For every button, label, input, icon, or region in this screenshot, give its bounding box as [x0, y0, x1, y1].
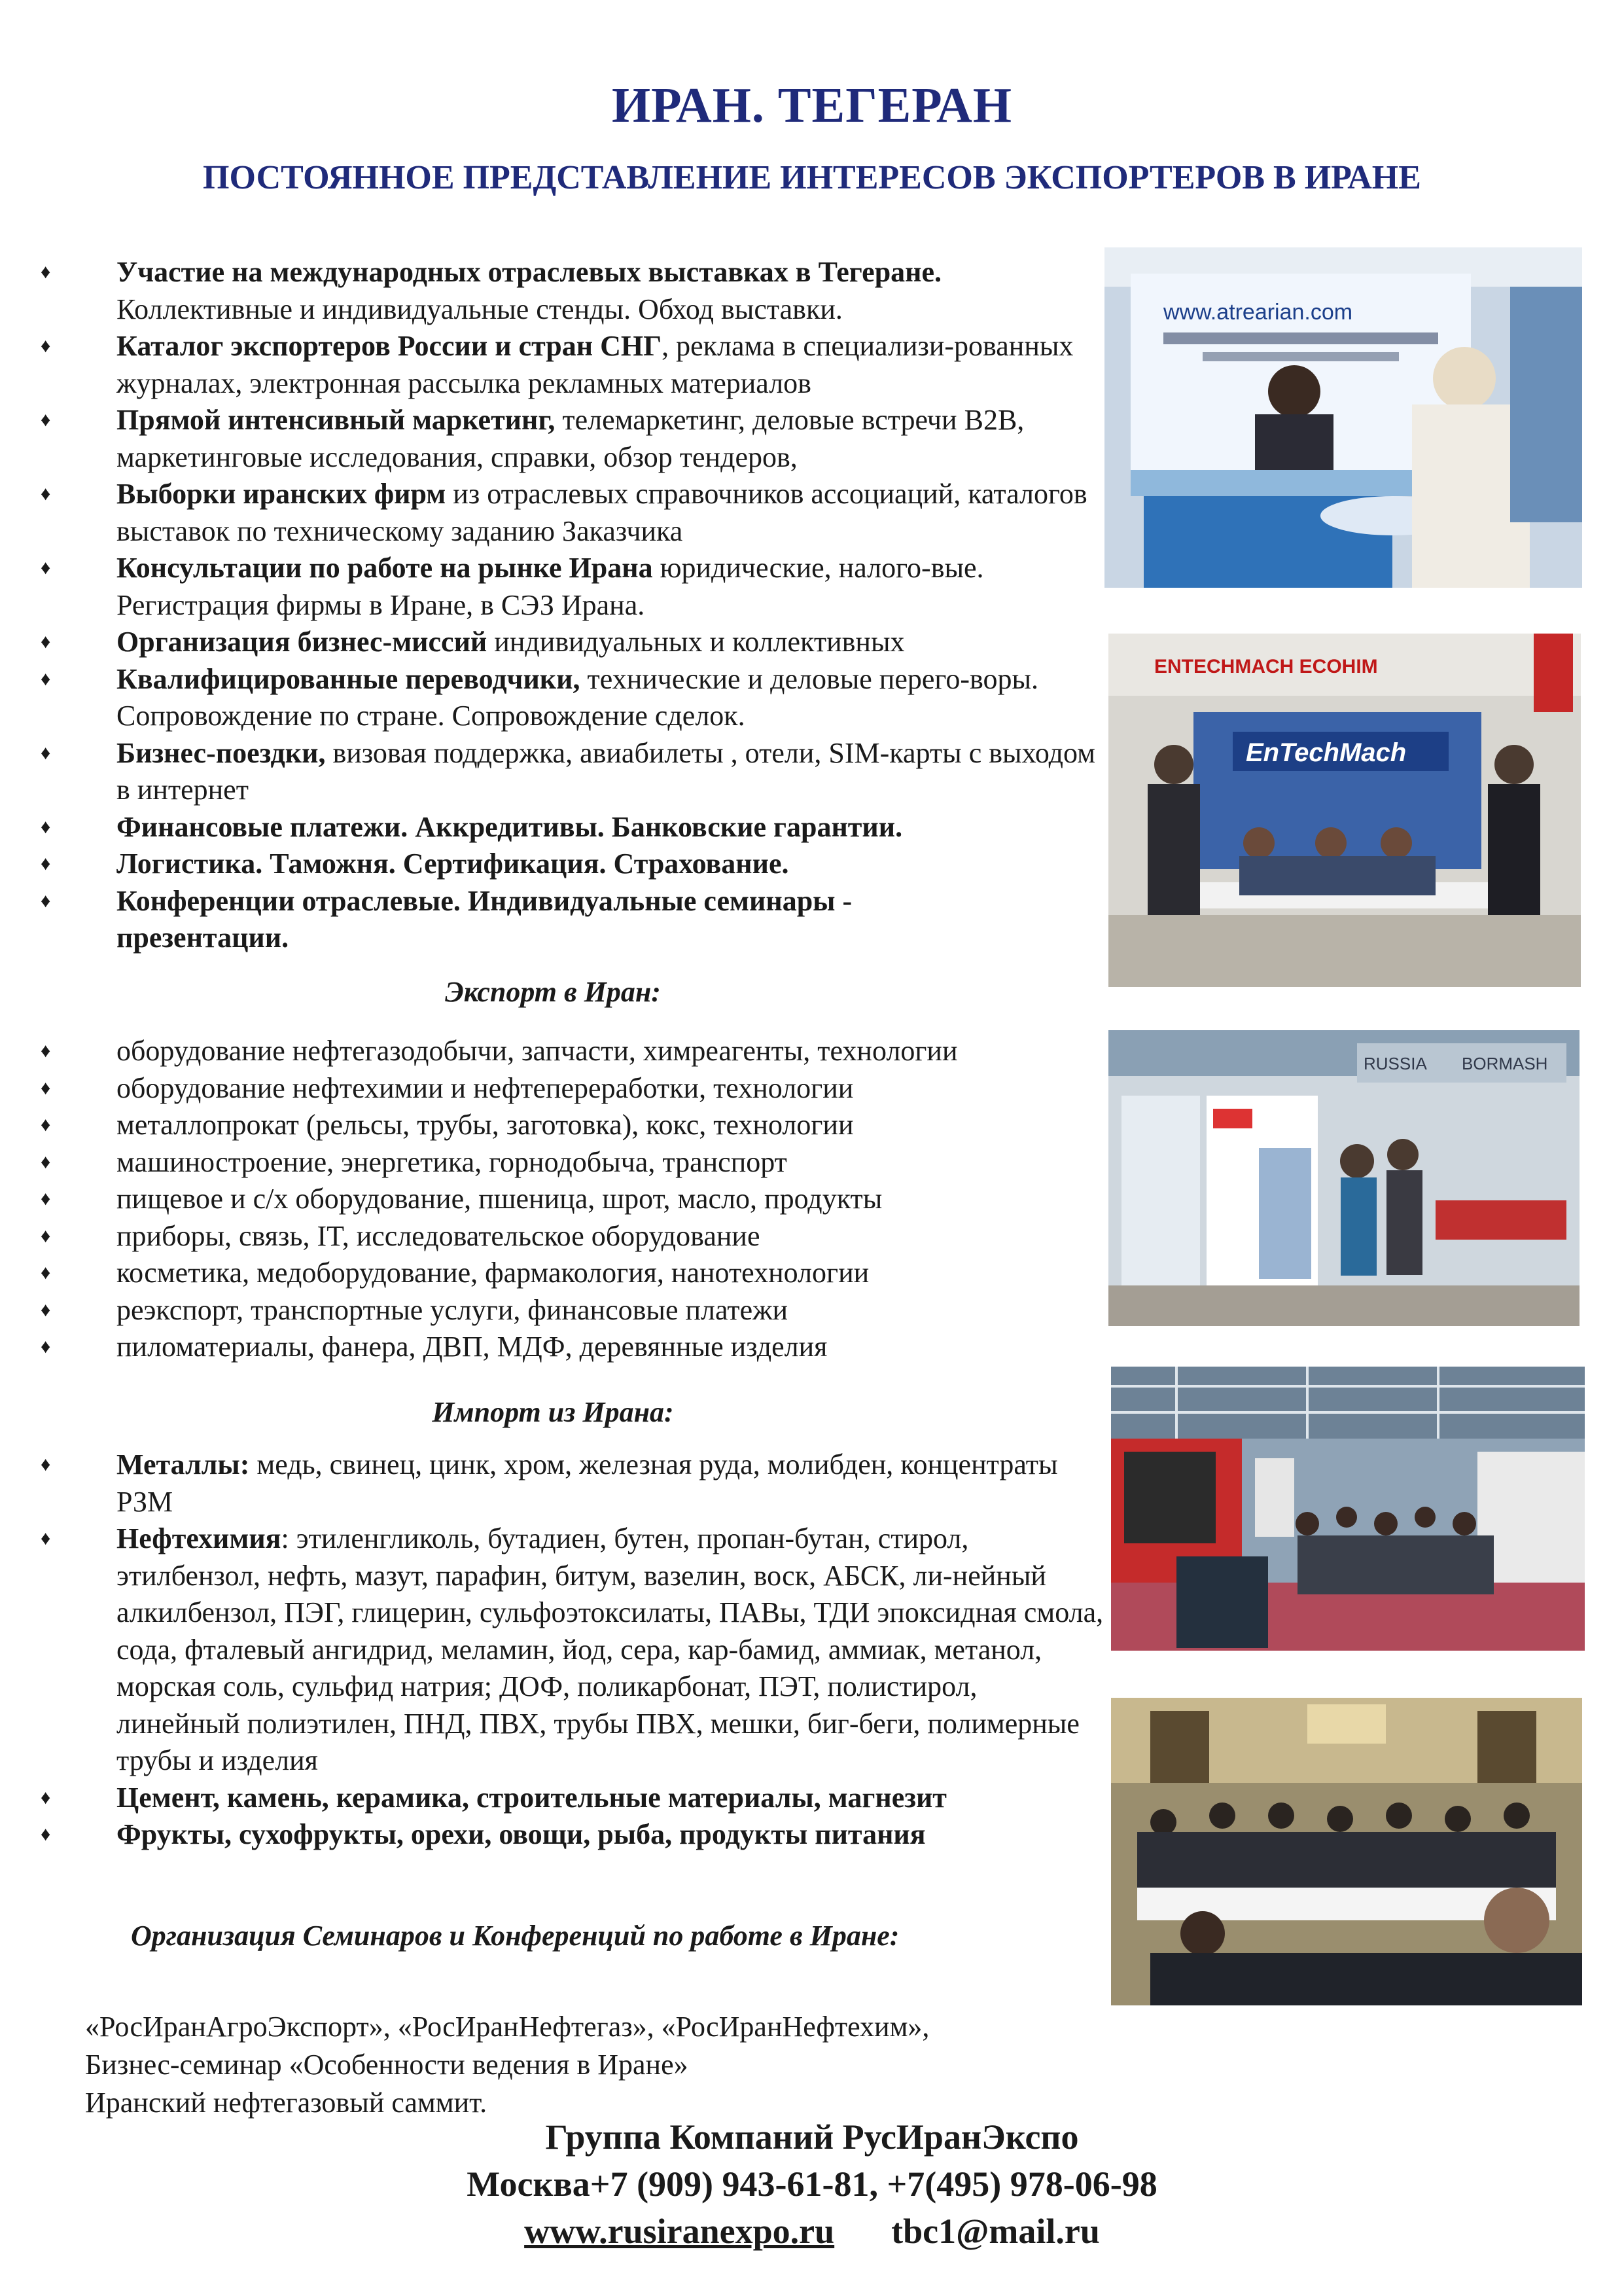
diamond-bullet-icon: ♦ [41, 1151, 51, 1173]
seminar-line: Иранский нефтегазовый саммит. [85, 2087, 487, 2119]
list-item: ♦ оборудование нефтехимии и нефтепереработки, технологии [33, 1070, 1106, 1107]
email-text: tbc1@mail.ru [891, 2212, 1100, 2251]
svg-text:BORMASH: BORMASH [1462, 1054, 1548, 1073]
list-item: ♦ оборудование нефтегазодобычи, запчасти, химреагенты, технологии [33, 1033, 1106, 1070]
import-section [33, 1446, 1106, 1854]
diamond-bullet-icon: ♦ [41, 557, 51, 579]
page-title: ИРАН. ТЕГЕРАН [612, 78, 1012, 133]
diamond-bullet-icon: ♦ [41, 1786, 51, 1808]
seminars-heading: Организация Семинаров и Конференций по работе в Иране: [131, 1920, 900, 1952]
diamond-bullet-icon: ♦ [41, 889, 51, 912]
services-section [33, 254, 1106, 957]
diamond-bullet-icon: ♦ [41, 1336, 51, 1357]
diamond-bullet-icon: ♦ [41, 483, 51, 505]
list-item: ♦ косметика, медоборудование, фармакология, нанотехнологии [33, 1255, 1106, 1292]
import-list [33, 1446, 1106, 1854]
seminar-line: Бизнес-семинар «Особенности ведения в Иране» [85, 2049, 688, 2081]
diamond-bullet-icon: ♦ [41, 816, 51, 838]
diamond-bullet-icon: ♦ [41, 1077, 51, 1099]
photo-exhibition-hall-1 [1108, 1030, 1580, 1326]
list-item: ♦ Бизнес-поездки, визовая поддержка, авиабилеты , отели, SIM-карты с выходом в интернет [33, 735, 1106, 809]
diamond-bullet-icon: ♦ [41, 668, 51, 690]
seminar-line: «РосИранАгроЭкспорт», «РосИранНефтегаз», «РосИранНефтехим», [85, 2011, 930, 2043]
list-item: ♦ машиностроение, энергетика, горнодобыча, транспорт [33, 1144, 1106, 1181]
diamond-bullet-icon: ♦ [41, 1454, 51, 1475]
photo-conference [1111, 1698, 1582, 2005]
list-item: ♦ Консультации по работе на рынке Ирана юридические, налого-вые. Регистрация фирмы в Иране, в СЭЗ Ирана. [33, 550, 1106, 624]
import-heading: Импорт из Ирана: [432, 1396, 674, 1428]
contact-phones: Москва+7 (909) 943-61-81, +7(495) 978-06-98 [467, 2164, 1157, 2204]
photo-exhibition-booth-1 [1104, 247, 1582, 588]
list-item: ♦ Выборки иранских фирм из отраслевых справочников ассоциаций, каталогов выставок по техническому заданию Заказчика [33, 476, 1106, 550]
export-heading: Экспорт в Иран: [445, 976, 661, 1008]
svg-text:EnTechMach: EnTechMach [1246, 738, 1407, 767]
services-list [33, 254, 1106, 957]
list-item: ♦ Каталог экспортеров России и стран СНГ, реклама в специализи-рованных журналах, электронная рассылка рекламных материалов [33, 328, 1106, 402]
diamond-bullet-icon: ♦ [41, 335, 51, 357]
list-item: ♦ Квалифицированные переводчики, технические и деловые перего-воры. Сопровождение по стране. Сопровождение сделок. [33, 661, 1106, 735]
list-item: ♦ пищевое и с/х оборудование, пшеница, шрот, масло, продукты [33, 1181, 1106, 1218]
diamond-bullet-icon: ♦ [41, 261, 51, 283]
diamond-bullet-icon: ♦ [41, 742, 51, 764]
list-item: ♦ приборы, связь, IT, исследовательское оборудование [33, 1218, 1106, 1255]
svg-text:RUSSIA: RUSSIA [1364, 1054, 1427, 1073]
diamond-bullet-icon: ♦ [41, 1299, 51, 1321]
list-item: ♦ пиломатериалы, фанера, ДВП, МДФ, деревянные изделия [33, 1329, 1106, 1366]
list-item: ♦ Логистика. Таможня. Сертификация. Страхование. [33, 846, 1106, 883]
list-item: ♦ Фрукты, сухофрукты, орехи, овощи, рыба, продукты питания [33, 1816, 1106, 1854]
list-item: ♦ Нефтехимия: этиленгликоль, бутадиен, бутен, пропан-бутан, стирол, этилбензол, нефть, мазут, парафин, битум, вазелин, воск, АБСК, ли-нейный алкилбензол, ПЭГ, глицерин, сульфоэтоксилаты, ПАВы, ТДИ эпоксидная смола, сода, фталевый ангидрид, меламин, йод, сера, кар-бамид, аммиак, метанол, морская соль, сульфид натрия; ДОФ, поликарбонат, ПЭТ, полистирол, линейный полиэтилен, ПНД, ПВХ, трубы ПВХ, мешки, биг-беги, полимерные трубы и изделия [33, 1520, 1106, 1780]
contact-links [0, 2211, 1624, 2251]
diamond-bullet-icon: ♦ [41, 853, 51, 874]
export-list [33, 1033, 1106, 1366]
svg-text:ENTECHMACH ECOHIM: ENTECHMACH ECOHIM [1154, 656, 1378, 677]
list-item: ♦ Прямой интенсивный маркетинг, телемаркетинг, деловые встречи B2B, маркетинговые исследования, справки, обзор тендеров, [33, 402, 1106, 476]
diamond-bullet-icon: ♦ [41, 1114, 51, 1136]
diamond-bullet-icon: ♦ [41, 1188, 51, 1210]
seminars-list [85, 2008, 929, 2122]
list-item: ♦ металлопрокат (рельсы, трубы, заготовка), кокс, технологии [33, 1107, 1106, 1144]
list-item: ♦ Участие на международных отраслевых выставках в Тегеране. Коллективные и индивидуальные стенды. Обход выставки. [33, 254, 1106, 328]
company-name: Группа Компаний РусИранЭкспо [545, 2117, 1079, 2157]
diamond-bullet-icon: ♦ [41, 631, 51, 653]
diamond-bullet-icon: ♦ [41, 1823, 51, 1845]
page-subtitle: ПОСТОЯННОЕ ПРЕДСТАВЛЕНИЕ ИНТЕРЕСОВ ЭКСПОРТЕРОВ В ИРАНЕ [203, 159, 1421, 196]
list-item: ♦ Конференции отраслевые. Индивидуальные семинары - презентации. [33, 883, 1106, 957]
diamond-bullet-icon: ♦ [41, 1040, 51, 1062]
export-section [33, 1033, 1106, 1366]
list-item: ♦ Финансовые платежи. Аккредитивы. Банковские гарантии. [33, 809, 1106, 846]
list-item: ♦ Цемент, камень, керамика, строительные материалы, магнезит [33, 1780, 1106, 1817]
svg-text:www.atrearian.com: www.atrearian.com [1163, 300, 1353, 325]
diamond-bullet-icon: ♦ [41, 1262, 51, 1283]
list-item: ♦ Металлы: медь, свинец, цинк, хром, железная руда, молибден, концентраты РЗМ [33, 1446, 1106, 1520]
website-link[interactable]: www.rusiranexpo.ru [524, 2212, 835, 2251]
diamond-bullet-icon: ♦ [41, 409, 51, 431]
list-item: ♦ реэкспорт, транспортные услуги, финансовые платежи [33, 1292, 1106, 1329]
photo-exhibition-hall-2 [1111, 1367, 1585, 1651]
list-item: ♦ Организация бизнес-миссий индивидуальных и коллективных [33, 624, 1106, 661]
diamond-bullet-icon: ♦ [41, 1528, 51, 1549]
photo-exhibition-booth-2 [1108, 634, 1581, 987]
diamond-bullet-icon: ♦ [41, 1225, 51, 1247]
